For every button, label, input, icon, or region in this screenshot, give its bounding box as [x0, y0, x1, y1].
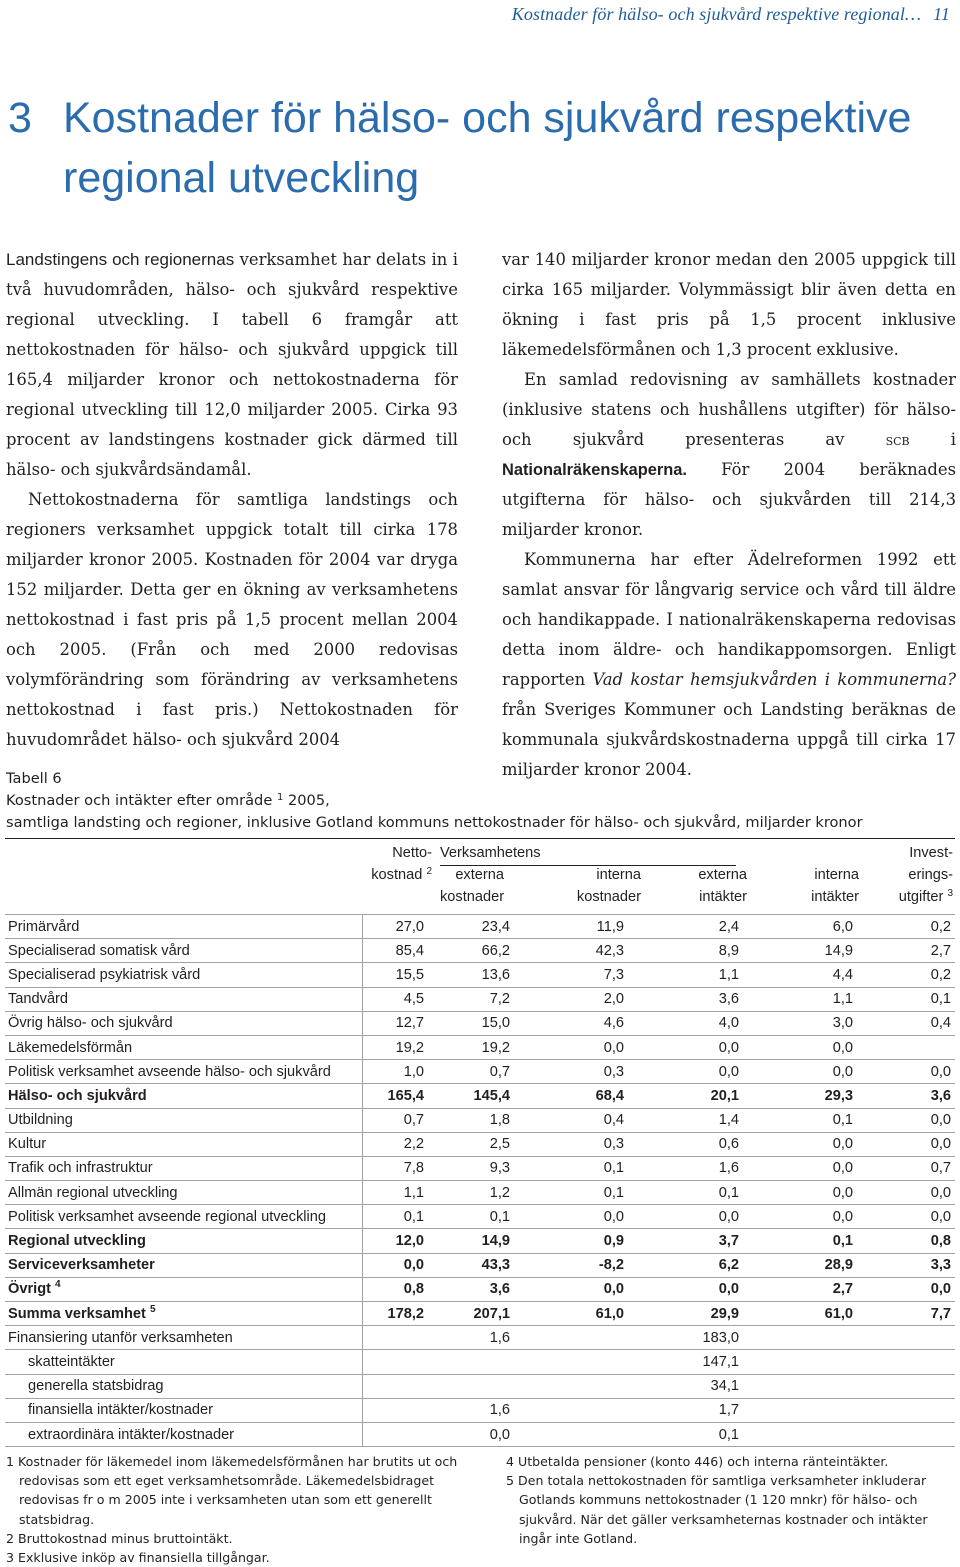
cell-value: 0,0 [743, 1060, 857, 1084]
cell-value: 4,0 [628, 1011, 743, 1035]
paragraph-3 [502, 365, 956, 545]
cell-value: 29,9 [628, 1302, 743, 1326]
cell-value: 66,2 [428, 939, 514, 963]
cell-value: 0,1 [857, 987, 955, 1011]
header-int-kostnader [545, 864, 641, 908]
table-row [5, 1374, 955, 1398]
cell-value: 4,5 [362, 987, 428, 1011]
cell-value: 3,3 [857, 1253, 955, 1277]
table-row [5, 1229, 955, 1253]
cell-value: 165,4 [362, 1084, 428, 1108]
table-label: Tabell 6 [6, 770, 62, 787]
cell-value: 3,0 [743, 1011, 857, 1035]
row-label-text: Politisk verksamhet avseende regional utveckling [8, 1208, 326, 1225]
cell-value: 178,2 [362, 1302, 428, 1326]
cell-value [362, 1422, 428, 1446]
row-label-text: Trafik och infrastruktur [8, 1160, 153, 1177]
cell-value: 1,6 [428, 1398, 514, 1422]
footnotes-left [6, 1452, 496, 1567]
table-top-rule [5, 838, 955, 839]
cell-value: 0,1 [514, 1156, 628, 1180]
row-label [5, 1108, 362, 1132]
row-label [5, 1132, 362, 1156]
table-title-line [6, 790, 956, 812]
header-inv-line3 [865, 886, 953, 908]
cell-value: 7,8 [362, 1156, 428, 1180]
row-label [5, 1350, 362, 1374]
row-label [5, 1011, 362, 1035]
table-row [5, 1108, 955, 1132]
scb-abbrev: scb [885, 430, 910, 449]
cell-value: 0,0 [857, 1205, 955, 1229]
cell-value: 6,2 [628, 1253, 743, 1277]
row-label-text: Regional utveckling [8, 1233, 146, 1250]
cell-value: 7,3 [514, 963, 628, 987]
cell-value: 0,1 [362, 1205, 428, 1229]
paragraph-lead: Landstingens och regionernas [6, 250, 235, 269]
cell-value: 28,9 [743, 1253, 857, 1277]
table-subtitle: samtliga landsting och regioner, inklusive Gotland kommuns nettokostnader för hälso- och sjukvård, miljarder kronor [6, 814, 863, 831]
cell-value: 0,1 [743, 1108, 857, 1132]
row-label-text: finansiella intäkter/kostnader [28, 1402, 213, 1419]
cell-value [743, 1398, 857, 1422]
cell-value: 4,4 [743, 963, 857, 987]
cell-value: 1,1 [743, 987, 857, 1011]
running-head [512, 4, 950, 25]
cell-value: 0,0 [514, 1277, 628, 1301]
cell-value: 19,2 [362, 1035, 428, 1059]
cell-value: 42,3 [514, 939, 628, 963]
cell-value: 0,2 [857, 963, 955, 987]
row-label-text: Serviceverksamheter [8, 1257, 155, 1274]
cell-value: 0,1 [628, 1422, 743, 1446]
footnote-1: 1 Kostnader för läkemedel inom läkemedelsförmånen har brutits ut och redovisas som ett eget verksamhetsområde. Läkemedelsbidraget redovisas fr o m 2005 inte i verksamheten utan som ett generellt statsbidrag. [6, 1454, 458, 1527]
cell-value: 27,0 [362, 915, 428, 939]
cell-value: 13,6 [428, 963, 514, 987]
row-label [5, 1326, 362, 1350]
body-column-right [502, 245, 956, 785]
cell-value: 0,0 [857, 1060, 955, 1084]
table-caption [6, 768, 956, 834]
cell-value: 61,0 [743, 1302, 857, 1326]
footnote-3: 3 Exklusive inköp av finansiella tillgångar. [6, 1550, 270, 1566]
header-int-intakter-line2: intäkter [811, 889, 859, 905]
cell-value [857, 1035, 955, 1059]
header-netto-sup: 2 [426, 866, 432, 877]
row-label-text: Primärvård [8, 918, 80, 935]
cell-value: 0,1 [628, 1181, 743, 1205]
cell-value: 2,5 [428, 1132, 514, 1156]
cell-value [857, 1350, 955, 1374]
footnotes-right [506, 1452, 956, 1548]
cell-value: 0,0 [628, 1060, 743, 1084]
table-row [5, 1132, 955, 1156]
row-label [5, 1277, 362, 1301]
cell-value: 145,4 [428, 1084, 514, 1108]
header-ext-intakter-line2: intäkter [699, 889, 747, 905]
cell-value: 0,7 [362, 1108, 428, 1132]
row-label [5, 1205, 362, 1229]
cell-value: 0,0 [514, 1035, 628, 1059]
row-label-text: Övrig hälso- och sjukvård [8, 1015, 173, 1032]
row-label-text: Utbildning [8, 1112, 73, 1129]
cell-value [514, 1326, 628, 1350]
header-int-kostnader-line1: interna [596, 867, 641, 883]
cell-value: 0,0 [628, 1205, 743, 1229]
paragraph-3-text-c: För 2004 beräknades utgifterna för hälso- och sjukvården till 214,3 miljarder kronor. [502, 460, 956, 539]
header-inv-line2: erings- [908, 867, 953, 883]
cell-value [428, 1374, 514, 1398]
cell-value: 0,3 [514, 1060, 628, 1084]
cell-value: 29,3 [743, 1084, 857, 1108]
table-row [5, 1084, 955, 1108]
cell-value [743, 1350, 857, 1374]
row-label-text: Politisk verksamhet avseende hälso- och sjukvård [8, 1063, 331, 1080]
cell-value: 14,9 [428, 1229, 514, 1253]
row-label [5, 1229, 362, 1253]
cell-value: 0,0 [743, 1035, 857, 1059]
header-netto-line2 [355, 864, 432, 886]
paragraph-4 [502, 545, 956, 785]
header-group-verksamhetens: Verksamhetens [440, 845, 541, 861]
cell-value [362, 1326, 428, 1350]
cell-value: 8,9 [628, 939, 743, 963]
table-row [5, 1277, 955, 1301]
row-label-text: Övrigt [8, 1281, 51, 1298]
cell-value: 1,6 [628, 1156, 743, 1180]
chapter-title: Kostnader för hälso- och sjukvård respektive regional utveckling [63, 94, 912, 202]
cell-value: 183,0 [628, 1326, 743, 1350]
cell-value: 3,6 [428, 1277, 514, 1301]
cell-value: 0,0 [857, 1277, 955, 1301]
row-label-text: generella statsbidrag [28, 1378, 164, 1395]
cell-value: 0,0 [743, 1156, 857, 1180]
cell-value: 2,7 [857, 939, 955, 963]
running-head-title: Kostnader för hälso- och sjukvård respektive regional… [511, 4, 922, 24]
cell-value: 1,2 [428, 1181, 514, 1205]
row-label-text: Tandvård [8, 991, 69, 1008]
row-label-text: Hälso- och sjukvård [8, 1087, 147, 1104]
cell-value [362, 1350, 428, 1374]
row-label [5, 1156, 362, 1180]
cell-value: 0,0 [628, 1035, 743, 1059]
row-label-text: Finansiering utanför verksamheten [8, 1329, 233, 1346]
cell-value: 0,0 [362, 1253, 428, 1277]
cell-value: 43,3 [428, 1253, 514, 1277]
cell-value: 34,1 [628, 1374, 743, 1398]
table-row [5, 915, 955, 939]
table-row [5, 1011, 955, 1035]
row-label [5, 963, 362, 987]
row-label [5, 915, 362, 939]
cell-value: 7,7 [857, 1302, 955, 1326]
cell-value: 147,1 [628, 1350, 743, 1374]
cell-value: 0,0 [743, 1181, 857, 1205]
row-label [5, 1422, 362, 1446]
cell-value: 3,6 [628, 987, 743, 1011]
cell-value: 0,0 [428, 1422, 514, 1446]
chapter-number: 3 [8, 94, 32, 142]
table-row [5, 1181, 955, 1205]
table-row [5, 939, 955, 963]
header-inv-line1: Invest- [909, 845, 953, 861]
report-title: Vad kostar hemsjukvården i kommunerna? [592, 670, 956, 689]
table-row [5, 963, 955, 987]
cell-value: 15,5 [362, 963, 428, 987]
cell-value: 23,4 [428, 915, 514, 939]
row-label [5, 1181, 362, 1205]
cell-value: 0,1 [428, 1205, 514, 1229]
row-label [5, 1302, 362, 1326]
row-label [5, 987, 362, 1011]
cell-value: 4,6 [514, 1011, 628, 1035]
cell-value: 0,0 [628, 1277, 743, 1301]
header-int-intakter [765, 864, 859, 908]
cell-value: 11,9 [514, 915, 628, 939]
cell-value [514, 1374, 628, 1398]
row-label-text: Specialiserad somatisk vård [8, 942, 190, 959]
table-body [5, 915, 955, 1447]
table-row [5, 1422, 955, 1446]
table-row [5, 1205, 955, 1229]
header-ext-kostnader [440, 864, 504, 908]
table-title-year: 2005, [283, 792, 330, 809]
row-label-text: skatteintäkter [28, 1353, 115, 1370]
paragraph-3-text-a: En samlad redovisning av samhällets kostnader (inklusive statens och hushållens utgifter) för hälso- och sjukvård presenteras av [502, 370, 956, 449]
table-row [5, 1156, 955, 1180]
table-row [5, 1035, 955, 1059]
cell-value [857, 1374, 955, 1398]
row-label [5, 1253, 362, 1277]
paragraph-2: Nettokostnaderna för samtliga landstings och regioners verksamhet uppgick totalt till cirka 178 miljarder kronor 2005. Kostnaden för 2004 var dryga 152 miljarder. Detta ger en ökning av verksamhetens nettokostnad i fast pris på 1,5 procent mellan 2004 och 2005. (Från och med 2000 redovisas volymförändring som förändring av verksamhetens nettokostnad i fast pris.) Nettokostnaden för huvudområdet hälso- och sjukvård 2004 [6, 490, 458, 749]
paragraph-4-text-b: från Sveriges Kommuner och Landsting beräknas de kommunala sjukvårdskostnaderna uppgå till cirka 17 miljarder kronor 2004. [502, 700, 956, 779]
cell-value: 0,0 [857, 1132, 955, 1156]
cell-value: 7,2 [428, 987, 514, 1011]
paragraph-4-text-a: Kommunerna har efter Ädelreformen 1992 ett samlat ansvar för långvarig service och vård till äldre och handikappade. I nationalräkenskaperna redovisas detta inom äldre- och handikappomsorgen. Enligt rapporten [502, 550, 956, 689]
header-inv-sup: 3 [947, 888, 953, 899]
table-row [5, 1398, 955, 1422]
cell-value: 6,0 [743, 915, 857, 939]
cell-value [743, 1374, 857, 1398]
page-number: 11 [933, 4, 950, 24]
header-ext-kostnader-line2: kostnader [440, 889, 505, 905]
cell-value: 1,7 [628, 1398, 743, 1422]
cell-value: 0,0 [743, 1132, 857, 1156]
cell-value: 1,8 [428, 1108, 514, 1132]
cell-value: 0,0 [857, 1181, 955, 1205]
header-int-intakter-line1: interna [814, 867, 859, 883]
cell-value [857, 1398, 955, 1422]
cell-value: 12,7 [362, 1011, 428, 1035]
cell-value: 0,0 [857, 1108, 955, 1132]
row-footnote-ref: 5 [149, 1303, 156, 1315]
row-label [5, 1060, 362, 1084]
cell-value [514, 1398, 628, 1422]
cell-value: 0,4 [857, 1011, 955, 1035]
cell-value: 68,4 [514, 1084, 628, 1108]
cell-value: 1,1 [362, 1181, 428, 1205]
header-inv-word: utgifter [898, 889, 944, 905]
cell-value: 1,4 [628, 1108, 743, 1132]
row-footnote-ref: 4 [55, 1279, 61, 1291]
cell-value: 2,4 [628, 915, 743, 939]
cell-value [362, 1398, 428, 1422]
row-label-text: Summa verksamhet [8, 1305, 146, 1322]
cell-value: 0,9 [514, 1229, 628, 1253]
footnote-4: 4 Utbetalda pensioner (konto 446) och interna ränteintäkter. [506, 1454, 889, 1469]
paragraph-1-text: verksamhet har delats in i två huvudområden, hälso- och sjukvård respektive regional utveckling. I tabell 6 framgår att nettokostnaden för hälso- och sjukvård uppgick till 165,4 miljarder kronor och nettokostnaderna för regional utveckling till 12,0 miljarder 2005. Cirka 93 procent av landstingens kostnader gick därmed till hälso- och sjukvårdsändamål. [6, 250, 458, 479]
cell-value: 0,4 [514, 1108, 628, 1132]
cell-value: 19,2 [428, 1035, 514, 1059]
cell-value: 14,9 [743, 939, 857, 963]
cell-value: 0,3 [514, 1132, 628, 1156]
table-row [5, 1350, 955, 1374]
row-label [5, 1084, 362, 1108]
cell-value [428, 1350, 514, 1374]
paragraph-3-text-b: i [909, 430, 956, 449]
row-label-text: Allmän regional utveckling [8, 1184, 178, 1201]
cell-value: 1,1 [628, 963, 743, 987]
cell-value [514, 1350, 628, 1374]
cell-value: 3,6 [857, 1084, 955, 1108]
cell-value: 0,6 [628, 1132, 743, 1156]
header-netto-line1: Netto- [392, 845, 432, 861]
table-row [5, 1060, 955, 1084]
paragraph-1 [6, 245, 458, 485]
header-ext-kostnader-line1: externa [455, 867, 504, 883]
cell-value: 0,0 [743, 1205, 857, 1229]
cell-value: 15,0 [428, 1011, 514, 1035]
footnote-2: 2 Bruttokostnad minus bruttointäkt. [6, 1530, 233, 1546]
cell-value: 12,0 [362, 1229, 428, 1253]
cell-value: 2,7 [743, 1277, 857, 1301]
cell-value [514, 1422, 628, 1446]
header-ext-intakter [655, 864, 747, 908]
cell-value: 1,0 [362, 1060, 428, 1084]
cell-value: 61,0 [514, 1302, 628, 1326]
cell-value: 2,2 [362, 1132, 428, 1156]
table-row [5, 1302, 955, 1326]
paragraph-2-continued: var 140 miljarder kronor medan den 2005 uppgick till cirka 165 miljarder. Volymmässigt blir även detta en ökning i fast pris på 1,5 procent inklusive läkemedelsförmånen och 1,3 procent exklusive. [502, 250, 956, 359]
cell-value: 20,1 [628, 1084, 743, 1108]
row-label-text: extraordinära intäkter/kostnader [28, 1426, 235, 1443]
cell-value [743, 1326, 857, 1350]
cell-value [857, 1326, 955, 1350]
row-label-text: Specialiserad psykiatrisk vård [8, 966, 201, 983]
row-label [5, 1374, 362, 1398]
row-label-text: Kultur [8, 1136, 47, 1153]
cell-value: 2,0 [514, 987, 628, 1011]
cell-value: 207,1 [428, 1302, 514, 1326]
cell-value: -8,2 [514, 1253, 628, 1277]
body-column-left [6, 245, 458, 755]
row-label-text: Läkemedelsförmån [8, 1039, 133, 1056]
header-investeringsutgifter [865, 842, 953, 908]
cell-value: 85,4 [362, 939, 428, 963]
cell-value: 0,1 [514, 1181, 628, 1205]
table-row [5, 1326, 955, 1350]
cell-value [857, 1422, 955, 1446]
cell-value: 1,6 [428, 1326, 514, 1350]
cell-value: 0,7 [857, 1156, 955, 1180]
header-int-kostnader-line2: kostnader [576, 889, 641, 905]
table-row [5, 987, 955, 1011]
nationalrakenskaperna-ref: Nationalräkenskaperna. [502, 461, 687, 479]
footnote-5: 5 Den totala nettokostnaden för samtliga verksamheter inkluderar Gotlands kommuns nettokostnader (1 120 mnkr) för hälso- och sjukvård. När det gäller verksamheternas kostnader och intäkter ingår inte Gotland. [506, 1473, 928, 1546]
table-header [5, 840, 955, 908]
header-ext-intakter-line1: externa [698, 867, 747, 883]
cell-value: 0,8 [857, 1229, 955, 1253]
row-label [5, 1398, 362, 1422]
cell-value [362, 1374, 428, 1398]
header-netto [355, 842, 432, 886]
table-title-footnote-ref: 1 [276, 792, 284, 803]
cost-table [5, 914, 955, 1447]
table-title: Kostnader och intäkter efter område [6, 792, 273, 809]
cell-value: 0,8 [362, 1277, 428, 1301]
table-row [5, 1253, 955, 1277]
cell-value: 9,3 [428, 1156, 514, 1180]
cell-value [743, 1422, 857, 1446]
cell-value: 0,7 [428, 1060, 514, 1084]
cell-value: 0,2 [857, 915, 955, 939]
header-netto-word: kostnad [371, 867, 423, 883]
cell-value: 0,0 [514, 1205, 628, 1229]
row-label [5, 939, 362, 963]
cell-value: 0,1 [743, 1229, 857, 1253]
row-label [5, 1035, 362, 1059]
cell-value: 3,7 [628, 1229, 743, 1253]
